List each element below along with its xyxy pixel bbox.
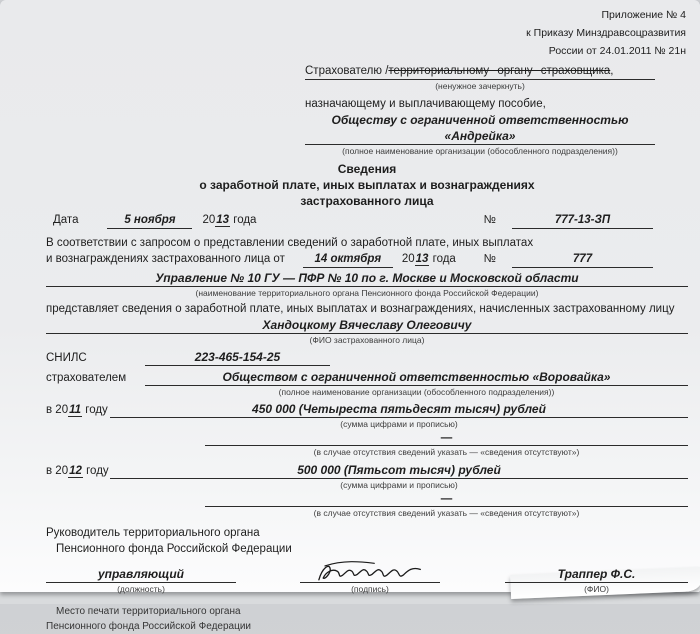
insurer-label: страхователем (46, 372, 127, 384)
signature-caption: (подпись) (351, 584, 389, 594)
title-line-2: о заработной плате, иных выплатах и вознаграждениях (199, 178, 535, 192)
snils-row (46, 349, 688, 366)
absence-2012-caption: (в случае отсутствия сведений указать — «сведения отсутствуют») (313, 508, 580, 518)
request-year-preprint: 20 (401, 253, 415, 265)
head-title-line1: Руководитель территориального органа (46, 527, 260, 539)
amount-2011-field: 450 000 (Четыреста пятьдесят тысяч) рублей (110, 401, 688, 418)
fio-field: Траппер Ф.С. (505, 566, 688, 583)
year-2011-digits-field: 11 (69, 404, 82, 416)
insurer-row (46, 369, 688, 386)
stamp-place-note (46, 604, 688, 634)
year-2012-label (46, 463, 110, 479)
year-2012-preprint: в 20 (46, 465, 69, 477)
snils-label: СНИЛС (46, 352, 87, 364)
pfr-office-field: Управление № 10 ГУ — ПФР № 10 по г. Москве и Московской области (46, 270, 688, 287)
addressee-line (305, 63, 655, 80)
provides-line: представляет сведения о заработной плате, иных выплатах и вознаграждениях, начисленных застрахованному лицу (46, 303, 675, 315)
request-paragraph-line1: В соответствии с запросом о представлении сведений о заработной плате, иных выплатах (46, 237, 534, 249)
title-line-3: застрахованного лица (300, 194, 434, 208)
year-digits-field: 13 (216, 214, 230, 226)
year-2011-row (46, 401, 688, 418)
signature-column (300, 559, 440, 595)
year-preprint: 20 (202, 214, 216, 226)
request-number-field: 777 (512, 251, 653, 268)
request-number-sign: № (483, 253, 496, 265)
stamp-line-1: Место печати территориального органа (56, 606, 241, 617)
absence-2011-caption: (в случае отсутствия сведений указать — «сведения отсутствуют») (313, 447, 580, 457)
request-year-word: года (432, 253, 456, 265)
addressee-note: (ненужное зачеркнуть) (435, 81, 525, 91)
head-title-line2: Пенсионного фонда Российской Федерации (56, 543, 292, 555)
addressee-to-label: Страхователю (305, 65, 382, 77)
stamp-line-2: Пенсионного фонда Российской Федерации (46, 621, 252, 632)
request-year-digits-field: 13 (415, 253, 429, 265)
addressee-slash: / (385, 65, 389, 77)
year-2012-row (46, 462, 688, 479)
addressee-org-caption: (полное наименование организации (обособленного подразделения)) (342, 146, 618, 156)
signature-field (300, 559, 440, 583)
addressee-struck-option: территориальному органу страховщика (388, 65, 611, 77)
snils-field: 223-465-154-25 (145, 349, 330, 366)
addressee-block (305, 63, 655, 157)
amount-2012-field: 500 000 (Пятьсот тысяч) рублей (110, 462, 688, 479)
request-date-field: 14 октября (303, 251, 393, 268)
handwritten-signature-icon (311, 559, 429, 585)
appendix-line-1: Приложение № 4 (601, 9, 686, 21)
date-row (46, 212, 688, 229)
year-2011-preprint: в 20 (46, 404, 69, 416)
amount-2012-caption: (сумма цифрами и прописью) (340, 480, 458, 490)
year-2011-word: году (85, 404, 108, 416)
request-row (46, 251, 688, 268)
doc-number-field: 777-13-ЗП (512, 212, 653, 229)
title-line-1: Сведения (337, 162, 397, 176)
insurer-field: Обществом с ограниченной ответственностью «Воровайка» (145, 369, 688, 386)
pfr-office-caption: (наименование территориального органа Пенсионного фонда Российской Федерации) (195, 288, 539, 298)
person-caption: (ФИО застрахованного лица) (309, 335, 425, 345)
year-2012-word: году (86, 465, 109, 477)
fio-column (505, 566, 688, 595)
position-column (46, 566, 236, 595)
appendix-line-3: России от 24.01.2011 № 21н (548, 45, 686, 57)
year-2012-digits-field: 12 (69, 465, 82, 477)
fio-caption: (ФИО) (584, 584, 609, 594)
year-2011-label (46, 402, 110, 418)
absence-2012-field: — (205, 493, 688, 507)
date-label: Дата (53, 214, 79, 226)
insurer-caption: (полное наименование организации (обособленного подразделения)) (278, 387, 555, 397)
date-field: 5 ноября (107, 212, 192, 229)
appendix-line-2: к Приказу Минздравсоцразвития (526, 27, 686, 39)
request-number-group (484, 251, 688, 268)
person-field: Хандоцкому Вячеславу Олеговичу (46, 317, 688, 334)
document-title (46, 161, 688, 209)
request-paragraph-line2: и вознаграждениях застрахованного лица от (46, 253, 285, 265)
position-field: управляющий (46, 566, 236, 583)
addressee-purpose: назначающему и выплачивающему пособие, (305, 98, 546, 110)
request-year (402, 251, 456, 267)
number-sign: № (483, 214, 496, 226)
year-word: года (233, 214, 257, 226)
doc-number-group (484, 212, 688, 229)
addressee-org-field: Обществу с ограниченной ответственностью «Андрейка» (305, 112, 655, 145)
absence-2011-field: — (205, 432, 688, 446)
position-caption: (должность) (117, 584, 165, 594)
signature-row (46, 559, 688, 595)
date-year (202, 212, 256, 228)
amount-2011-caption: (сумма цифрами и прописью) (340, 419, 458, 429)
appendix-note (46, 6, 688, 60)
addressee-comma: , (610, 65, 614, 77)
